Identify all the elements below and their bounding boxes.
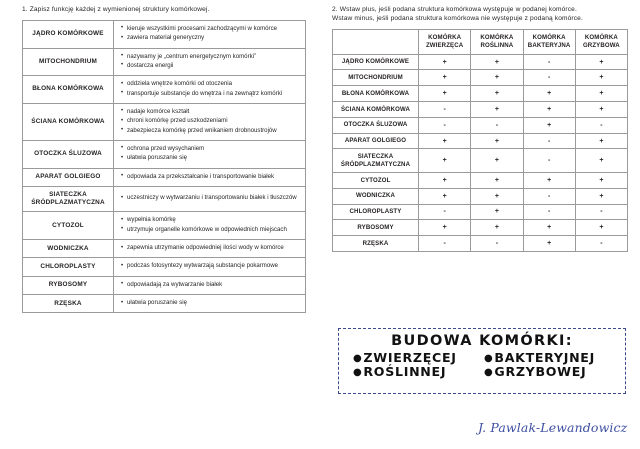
- presence-mark-cell[interactable]: +: [419, 173, 471, 189]
- table-row: [23, 103, 306, 140]
- presence-mark-cell[interactable]: +: [471, 54, 523, 70]
- structure-function-cell: [114, 168, 306, 186]
- presence-mark-cell[interactable]: -: [419, 117, 471, 133]
- structure-name-cell: MITOCHONDRIUM: [23, 48, 114, 76]
- structure-name-cell: RYBOSOMY: [23, 276, 114, 294]
- table-row: [23, 276, 306, 294]
- exercise-2-instruction-line-2: Wstaw minus, jeśli podana struktura komórkowa nie występuje z podaną komórce.: [332, 14, 583, 22]
- function-list: [121, 173, 300, 182]
- presence-mark-cell[interactable]: +: [575, 220, 627, 236]
- presence-mark-cell[interactable]: -: [523, 54, 575, 70]
- cell-type-presence-table: [332, 29, 628, 252]
- structure-name-cell: APARAT GOLGIEGO: [333, 133, 419, 149]
- table-row: [23, 140, 306, 168]
- column-header-line-2: BAKTERYJNA: [527, 41, 571, 49]
- presence-mark-cell[interactable]: +: [523, 173, 575, 189]
- table-row: [23, 258, 306, 276]
- structure-name-cell: JĄDRO KOMÓRKOWE: [23, 20, 114, 48]
- presence-mark-cell[interactable]: +: [471, 102, 523, 118]
- presence-mark-cell[interactable]: -: [419, 204, 471, 220]
- function-list: [121, 108, 300, 135]
- presence-mark-cell[interactable]: +: [471, 133, 523, 149]
- function-list-item: • odpowiadają za wytwarzanie białek: [121, 281, 300, 290]
- bullet-icon: ●: [484, 352, 494, 364]
- handwritten-item: [484, 351, 615, 365]
- function-list-item: • podczas fotosyntezy wytwarzają substancje pokarmowe: [121, 262, 300, 271]
- function-list-item: • transportuje substancje do wnętrza i na zewnątrz komórki: [121, 90, 300, 99]
- column-header-line-2: ZWIERZĘCA: [425, 41, 464, 49]
- presence-mark-cell[interactable]: -: [419, 102, 471, 118]
- structure-name-cell: SIATECZKA ŚRÓDPLAZMATYCZNA: [23, 186, 114, 212]
- presence-mark-cell[interactable]: +: [471, 204, 523, 220]
- presence-mark-cell[interactable]: -: [523, 133, 575, 149]
- handwritten-item-label: BAKTERYJNEJ: [494, 349, 595, 365]
- structure-name-cell: OTOCZKA ŚLUZOWA: [333, 117, 419, 133]
- structure-name-cell: JĄDRO KOMÓRKOWE: [333, 54, 419, 70]
- function-list: [121, 53, 300, 71]
- structure-function-cell: [114, 295, 306, 313]
- function-list-item: • nazywamy je „centrum energetycznym komórki”: [121, 53, 300, 62]
- structure-name-cell: OTOCZKA ŚLUZOWA: [23, 140, 114, 168]
- structure-name-cell: CYTOZOL: [333, 173, 419, 189]
- structure-name-cell: SIATECZKA ŚRÓDPLAZMATYCZNA: [333, 149, 419, 173]
- presence-mark-cell[interactable]: +: [419, 54, 471, 70]
- structure-name-cell: CHLOROPLASTY: [23, 258, 114, 276]
- column-header-cell: [575, 29, 627, 54]
- handwritten-item-label: GRZYBOWEJ: [494, 364, 587, 380]
- presence-mark-cell[interactable]: +: [575, 70, 627, 86]
- column-header-line-1: KOMÓRKA: [428, 33, 462, 41]
- presence-mark-cell[interactable]: +: [419, 70, 471, 86]
- structure-function-cell: [114, 240, 306, 258]
- table-corner-cell: [333, 29, 419, 54]
- structure-name-cell: ŚCIANA KOMÓRKOWA: [23, 103, 114, 140]
- table-row: [333, 86, 628, 102]
- structure-function-cell: [114, 186, 306, 212]
- column-header-line-2: GRZYBOWA: [582, 41, 620, 49]
- presence-mark-cell[interactable]: +: [471, 149, 523, 173]
- column-header-line-1: KOMÓRKA: [584, 33, 618, 41]
- column-header-line-1: KOMÓRKA: [532, 33, 566, 41]
- handwritten-item-label: ROŚLINNEJ: [363, 364, 447, 380]
- function-list-item: • kieruje wszystkimi procesami zachodzącymi w komórce: [121, 25, 300, 34]
- cell-structure-function-table: [22, 20, 306, 314]
- table-row: [23, 76, 306, 104]
- column-header-cell: [419, 29, 471, 54]
- table-row: [333, 149, 628, 173]
- function-list-item: • zawiera materiał generyczny: [121, 34, 300, 43]
- function-list-item: • oddziela wnętrze komórki od otoczenia: [121, 80, 300, 89]
- presence-mark-cell[interactable]: +: [471, 70, 523, 86]
- table-row: [23, 20, 306, 48]
- structure-name-cell: RYBOSOMY: [333, 220, 419, 236]
- table-row: [333, 204, 628, 220]
- exercise-2-instruction-line-1: 2. Wstaw plus, jeśli podana struktura komórkowa występuje w podanej komórce.: [332, 6, 577, 13]
- presence-mark-cell[interactable]: +: [523, 86, 575, 102]
- presence-mark-cell[interactable]: +: [419, 220, 471, 236]
- column-header-line-2: ROŚLINNA: [480, 41, 514, 49]
- table-row: [333, 70, 628, 86]
- column-header-cell: [523, 29, 575, 54]
- handwritten-item: [353, 351, 484, 365]
- bullet-icon: ●: [353, 367, 363, 379]
- structure-name-cell: RZĘSKA: [23, 295, 114, 313]
- function-list-item: • zabezpiecza komórkę przed wnikaniem drobnoustrojów: [121, 127, 300, 136]
- function-list-item: • odpowiada za przekształcanie i transportowanie białek: [121, 173, 300, 182]
- table-row: [333, 117, 628, 133]
- column-header-cell: [471, 29, 523, 54]
- structure-function-cell: [114, 103, 306, 140]
- presence-mark-cell[interactable]: -: [419, 236, 471, 252]
- function-list: [121, 145, 300, 163]
- structure-name-cell: WODNICZKA: [333, 188, 419, 204]
- table-row: [23, 212, 306, 240]
- structure-name-cell: WODNICZKA: [23, 240, 114, 258]
- table-row: [333, 236, 628, 252]
- function-list: [121, 262, 300, 271]
- function-list: [121, 244, 300, 253]
- bullet-icon: ●: [484, 367, 494, 379]
- function-list-item: • dostarcza energii: [121, 62, 300, 71]
- presence-mark-cell[interactable]: +: [575, 102, 627, 118]
- presence-mark-cell[interactable]: +: [419, 149, 471, 173]
- table-row: [23, 295, 306, 313]
- presence-mark-cell[interactable]: +: [575, 173, 627, 189]
- exercise-2-section: [332, 6, 628, 252]
- table-row: [333, 188, 628, 204]
- presence-mark-cell[interactable]: +: [471, 188, 523, 204]
- handwritten-item: [353, 365, 484, 379]
- presence-mark-cell[interactable]: +: [419, 188, 471, 204]
- column-header-line-1: KOMÓRKA: [480, 33, 514, 41]
- presence-mark-cell[interactable]: +: [419, 133, 471, 149]
- exercise-1-section: [22, 6, 306, 313]
- function-list: [121, 216, 300, 234]
- function-list: [121, 25, 300, 43]
- function-list-item: • ułatwia poruszanie się: [121, 154, 300, 163]
- presence-mark-cell[interactable]: +: [523, 236, 575, 252]
- structure-function-cell: [114, 258, 306, 276]
- structure-function-cell: [114, 140, 306, 168]
- function-list-item: • zapewnia utrzymanie odpowiedniej ilości wody w komórce: [121, 244, 300, 253]
- structure-name-cell: ŚCIANA KOMÓRKOWA: [333, 102, 419, 118]
- exercise-1-instruction: 1. Zapisz funkcję każdej z wymienionej struktury komórkowej.: [22, 6, 210, 13]
- function-list: [121, 281, 300, 290]
- presence-mark-cell[interactable]: -: [575, 117, 627, 133]
- presence-mark-cell[interactable]: -: [471, 236, 523, 252]
- structure-name-cell: MITOCHONDRIUM: [333, 70, 419, 86]
- structure-name-cell: CHLOROPLASTY: [333, 204, 419, 220]
- presence-mark-cell[interactable]: +: [575, 86, 627, 102]
- structure-name-cell: CYTOZOL: [23, 212, 114, 240]
- presence-mark-cell[interactable]: -: [523, 188, 575, 204]
- function-list: [121, 194, 300, 203]
- function-list-item: • utrzymuje organelle komórkowe w odpowiednich miejscach: [121, 226, 300, 235]
- table-row: [23, 186, 306, 212]
- presence-mark-cell[interactable]: -: [523, 149, 575, 173]
- presence-mark-cell[interactable]: +: [419, 86, 471, 102]
- handwritten-item-list: [339, 351, 625, 380]
- handwritten-title: BUDOWA KOMÓRKI:: [391, 333, 573, 349]
- presence-mark-cell[interactable]: +: [523, 117, 575, 133]
- function-list-item: • nadaje komórce kształt: [121, 108, 300, 117]
- presence-mark-cell[interactable]: +: [575, 133, 627, 149]
- function-list-item: • chroni komórkę przed uszkodzeniami: [121, 117, 300, 126]
- exercise-2-instruction: [332, 6, 628, 24]
- handwritten-summary-box: [338, 328, 626, 394]
- structure-function-cell: [114, 276, 306, 294]
- presence-mark-cell[interactable]: -: [523, 70, 575, 86]
- author-signature: J. Pawlak-Lewandowicz: [478, 420, 628, 435]
- table-row: [333, 173, 628, 189]
- table-row: [333, 220, 628, 236]
- structure-function-cell: [114, 48, 306, 76]
- presence-mark-cell[interactable]: -: [523, 204, 575, 220]
- presence-mark-cell[interactable]: +: [575, 188, 627, 204]
- table-header-row: [333, 29, 628, 54]
- table-row: [23, 168, 306, 186]
- presence-mark-cell[interactable]: +: [471, 220, 523, 236]
- presence-mark-cell[interactable]: -: [575, 236, 627, 252]
- presence-mark-cell[interactable]: +: [575, 149, 627, 173]
- structure-function-cell: [114, 76, 306, 104]
- handwritten-content: [339, 329, 625, 380]
- function-list-item: • ochrona przed wysychaniem: [121, 145, 300, 154]
- handwritten-item-label: ZWIERZĘCEJ: [363, 349, 457, 365]
- table-row: [23, 240, 306, 258]
- function-list-item: • wypełnia komórkę: [121, 216, 300, 225]
- function-list: [121, 299, 300, 308]
- function-list-item: • uczestniczy w wytwarzaniu i transportowaniu białek i tłuszczów: [121, 194, 300, 203]
- handwritten-item: [484, 365, 615, 379]
- structure-name-cell: RZĘSKA: [333, 236, 419, 252]
- structure-name-cell: BŁONA KOMÓRKOWA: [333, 86, 419, 102]
- table-row: [333, 102, 628, 118]
- structure-name-cell: APARAT GOLGIEGO: [23, 168, 114, 186]
- presence-mark-cell[interactable]: +: [575, 54, 627, 70]
- structure-function-cell: [114, 212, 306, 240]
- table-row: [23, 48, 306, 76]
- structure-function-cell: [114, 20, 306, 48]
- presence-mark-cell[interactable]: -: [575, 204, 627, 220]
- presence-mark-cell[interactable]: -: [471, 117, 523, 133]
- table-row: [333, 54, 628, 70]
- presence-mark-cell[interactable]: +: [523, 220, 575, 236]
- structure-name-cell: BŁONA KOMÓRKOWA: [23, 76, 114, 104]
- presence-mark-cell[interactable]: +: [471, 173, 523, 189]
- function-list-item: • ułatwia poruszanie się: [121, 299, 300, 308]
- table-row: [333, 133, 628, 149]
- bullet-icon: ●: [353, 352, 363, 364]
- function-list: [121, 80, 300, 98]
- presence-mark-cell[interactable]: +: [471, 86, 523, 102]
- presence-mark-cell[interactable]: +: [523, 102, 575, 118]
